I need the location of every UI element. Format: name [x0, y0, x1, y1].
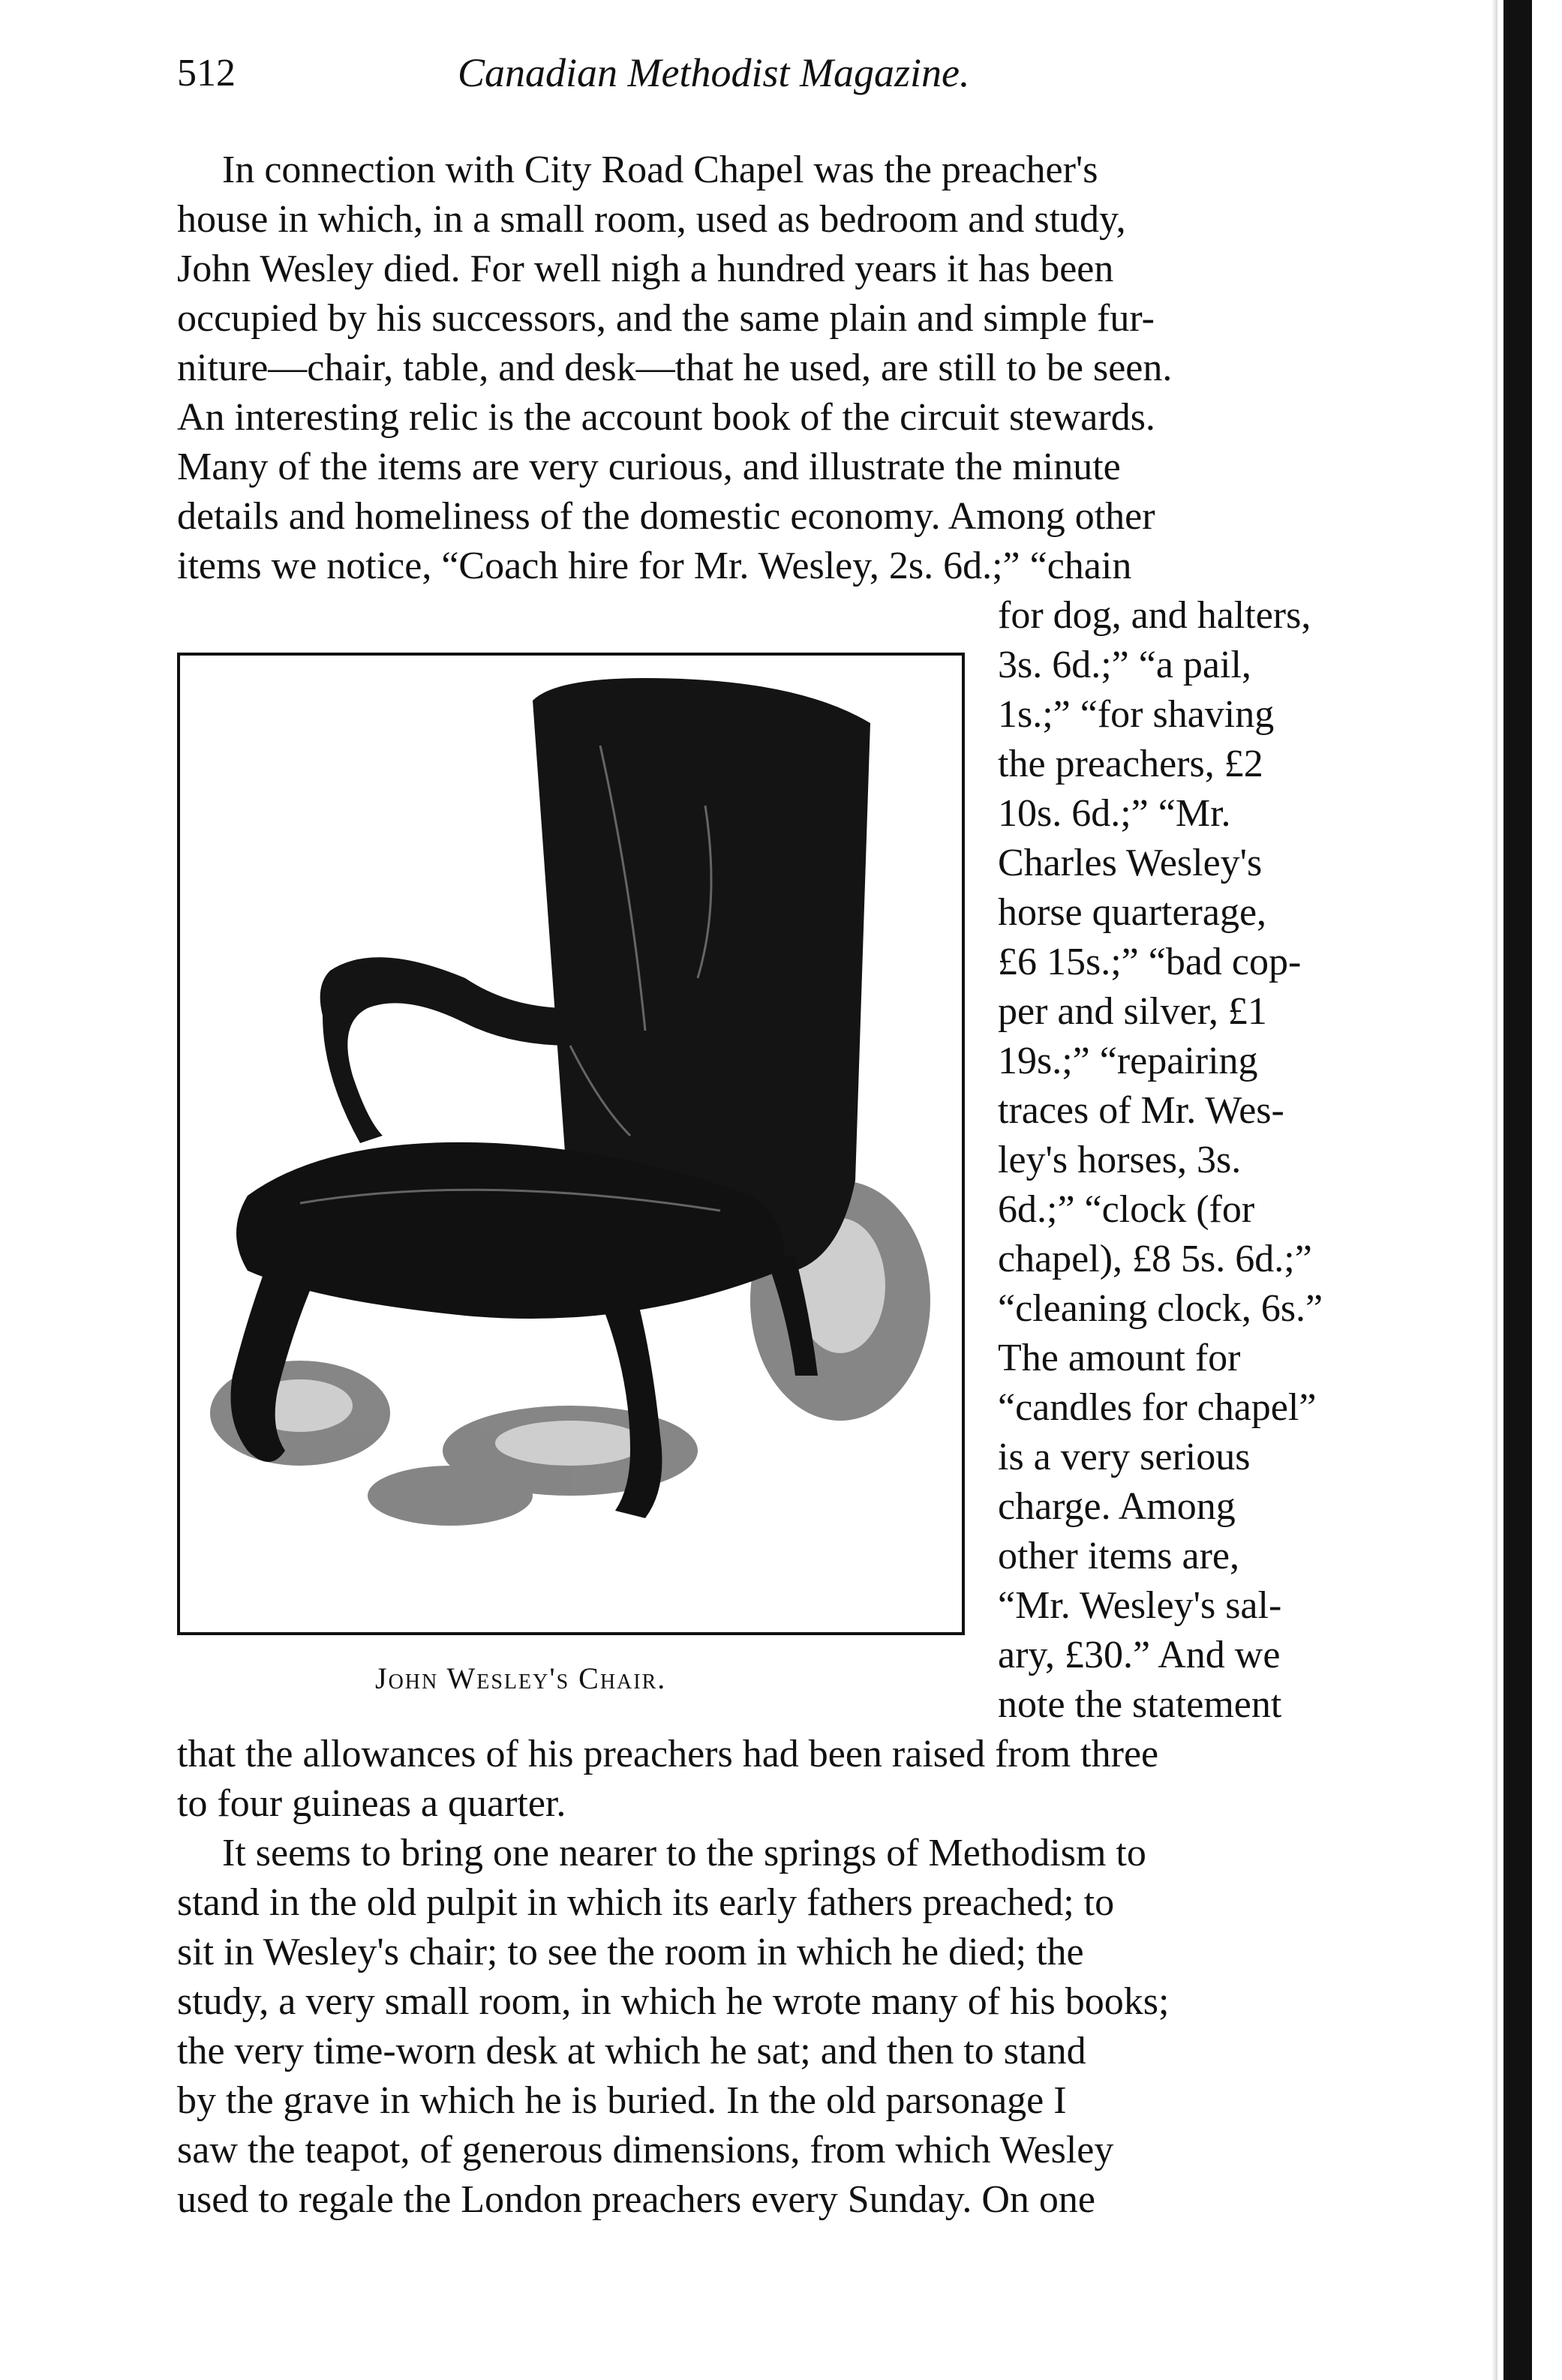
chair-illustration	[177, 653, 965, 1635]
text-line: “cleaning clock, 6s.”	[998, 1287, 1323, 1330]
page-edge-shadow	[1491, 0, 1497, 2380]
text-line: Charles Wesley's	[998, 842, 1263, 884]
text-line: saw the teapot, of generous dimensions, from which Wesley	[177, 2129, 1114, 2171]
text-line: horse quarterage,	[998, 891, 1267, 934]
running-title: Canadian Methodist Magazine.	[458, 50, 970, 95]
text-line: used to regale the London preachers every Sunday. On one	[177, 2178, 1095, 2221]
text-line: charge. Among	[998, 1485, 1236, 1528]
text-line: ley's horses, 3s.	[998, 1139, 1242, 1181]
text-line: house in which, in a small room, used as bedroom and study,	[177, 198, 1126, 241]
text-line: other items are,	[998, 1535, 1239, 1577]
text-line: “Mr. Wesley's sal-	[998, 1584, 1282, 1627]
text-line: chapel), £8 5s. 6d.;”	[998, 1238, 1312, 1280]
text-line: 6d.;” “clock (for	[998, 1188, 1255, 1231]
text-line: It seems to bring one nearer to the springs of Methodism to	[222, 1832, 1146, 1874]
text-line: The amount for	[998, 1337, 1241, 1379]
text-line: ary, £30.” And we	[998, 1634, 1281, 1676]
chair-arm	[320, 957, 570, 1143]
text-line: the very time-worn desk at which he sat; and then to stand	[177, 2030, 1086, 2072]
text-line: traces of Mr. Wes-	[998, 1089, 1284, 1132]
text-line: stand in the old pulpit in which its early fathers preached; to	[177, 1881, 1115, 1924]
text-line: 3s. 6d.;” “a pail,	[998, 644, 1251, 686]
text-line: note the statement	[998, 1683, 1282, 1726]
text-line: occupied by his successors, and the same plain and simple fur-	[177, 297, 1155, 340]
text-line: to four guineas a quarter.	[177, 1782, 566, 1825]
text-line: by the grave in which he is buried. In the old parsonage I	[177, 2079, 1067, 2122]
text-line: niture—chair, table, and desk—that he used, are still to be seen.	[177, 347, 1173, 389]
text-line: John Wesley died. For well nigh a hundred years it has been	[177, 248, 1114, 290]
text-line: Many of the items are very curious, and illustrate the minute	[177, 446, 1121, 488]
text-line: 1s.;” “for shaving	[998, 693, 1275, 736]
text-line: study, a very small room, in which he wrote many of his books;	[177, 1980, 1170, 2023]
text-line: per and silver, £1	[998, 990, 1267, 1033]
text-line: is a very serious	[998, 1436, 1251, 1478]
text-line: details and homeliness of the domestic economy. Among other	[177, 495, 1155, 538]
text-line: 19s.;” “repairing	[998, 1040, 1258, 1082]
text-line: that the allowances of his preachers had been raised from three	[177, 1733, 1159, 1775]
chair-engraving	[180, 656, 962, 1632]
text-line: An interesting relic is the account book of the circuit stewards.	[177, 396, 1155, 439]
text-line: the preachers, £2	[998, 743, 1263, 785]
text-line: In connection with City Road Chapel was the preacher's	[222, 149, 1098, 191]
text-line: items we notice, “Coach hire for Mr. Wesley, 2s. 6d.;” “chain	[177, 545, 1132, 587]
scan-edge-bar	[1503, 0, 1532, 2380]
figure-caption: John Wesley's Chair.	[375, 1661, 667, 1695]
text-line: “candles for chapel”	[998, 1386, 1317, 1429]
text-line: sit in Wesley's chair; to see the room in which he died; the	[177, 1931, 1084, 1973]
text-line: for dog, and halters,	[998, 594, 1311, 637]
text-line: 10s. 6d.;” “Mr.	[998, 792, 1231, 835]
text-line: £6 15s.;” “bad cop-	[998, 941, 1302, 983]
page-number: 512	[177, 52, 236, 95]
